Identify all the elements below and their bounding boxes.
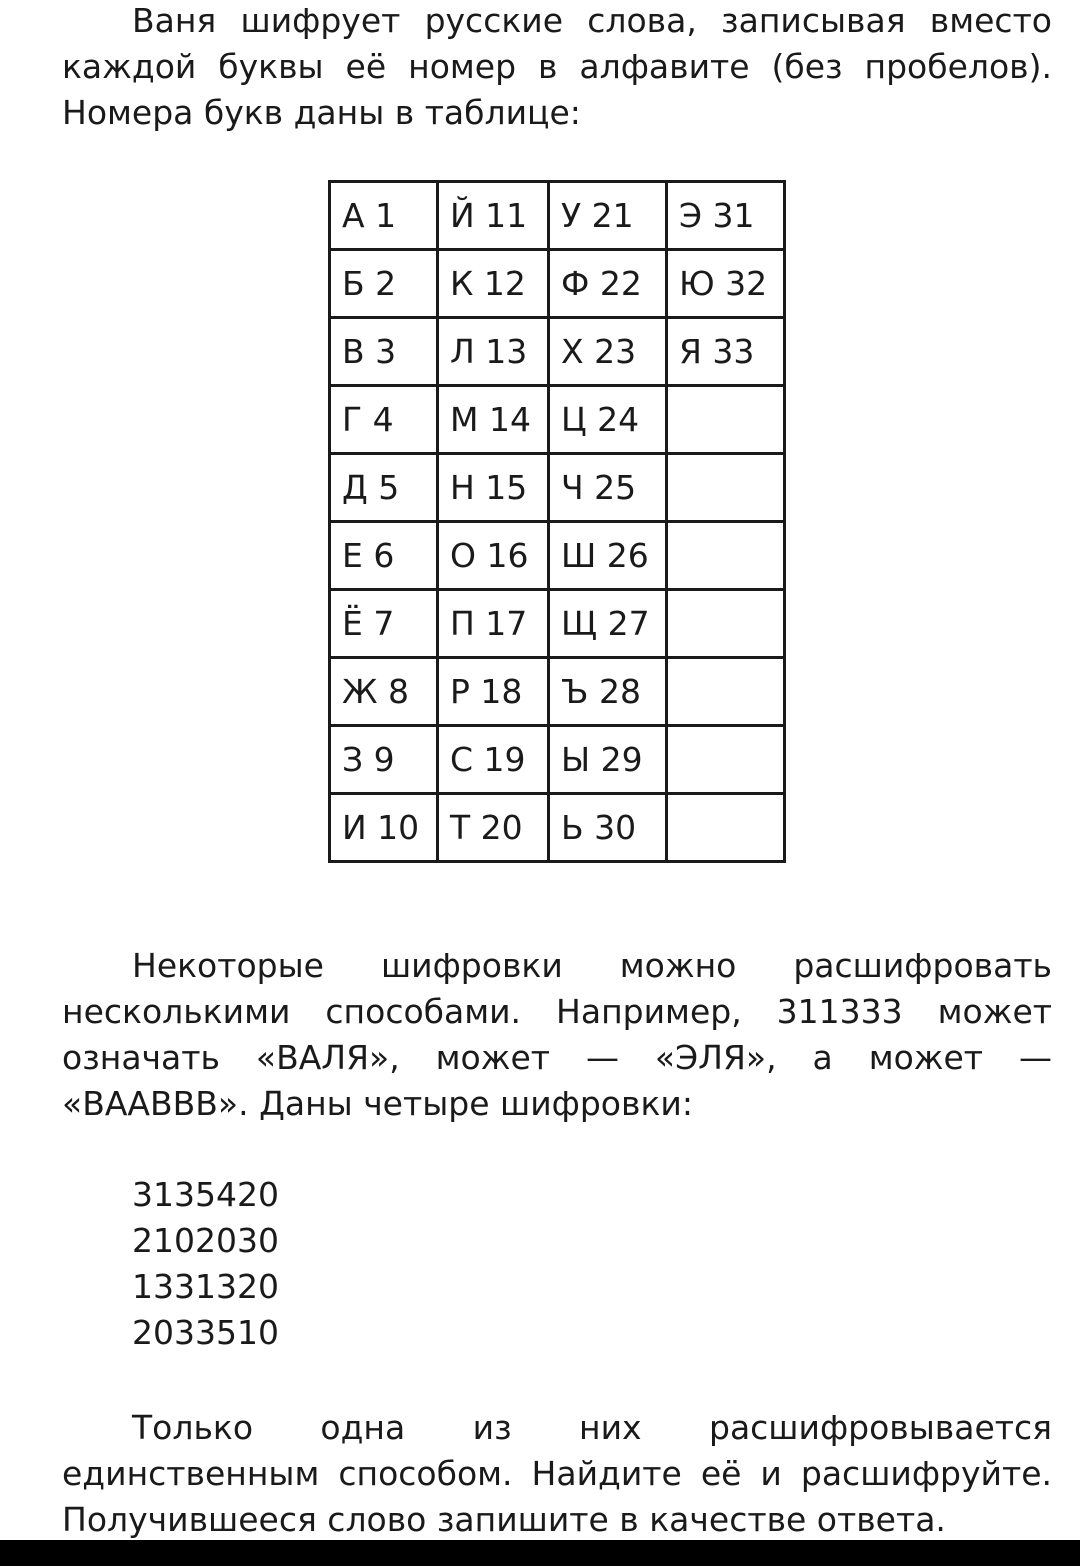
cipher-codes-list bbox=[132, 1172, 279, 1356]
table-cell: К 12 bbox=[438, 250, 549, 318]
table-row bbox=[330, 658, 785, 726]
table-cell: В 3 bbox=[330, 318, 438, 386]
table-cell: Ю 32 bbox=[667, 250, 785, 318]
table-cell: Ф 22 bbox=[549, 250, 667, 318]
table-cell: Е 6 bbox=[330, 522, 438, 590]
table-cell: О 16 bbox=[438, 522, 549, 590]
table-cell bbox=[667, 794, 785, 862]
table-row bbox=[330, 522, 785, 590]
table-cell bbox=[667, 590, 785, 658]
cipher-code: 3135420 bbox=[132, 1175, 279, 1214]
alphabet-number-table bbox=[328, 180, 786, 863]
table-cell: Б 2 bbox=[330, 250, 438, 318]
table-cell: Ь 30 bbox=[549, 794, 667, 862]
table-row bbox=[330, 794, 785, 862]
table-cell: Ы 29 bbox=[549, 726, 667, 794]
table-cell: Т 20 bbox=[438, 794, 549, 862]
cipher-code: 2102030 bbox=[132, 1221, 279, 1260]
table-cell: Д 5 bbox=[330, 454, 438, 522]
table-cell: П 17 bbox=[438, 590, 549, 658]
table-row bbox=[330, 590, 785, 658]
table-cell: Х 23 bbox=[549, 318, 667, 386]
table-row bbox=[330, 182, 785, 250]
cipher-code: 1331320 bbox=[132, 1267, 279, 1306]
table-row bbox=[330, 726, 785, 794]
cipher-code: 2033510 bbox=[132, 1313, 279, 1352]
table-body bbox=[330, 182, 785, 862]
intro-paragraph: Ваня шифрует русские слова, записывая вместо каждой буквы её номер в алфавите (без пробелов). Номера букв даны в таблице: bbox=[62, 1, 1052, 132]
table-cell bbox=[667, 658, 785, 726]
table-row bbox=[330, 250, 785, 318]
example-paragraph: Некоторые шифровки можно расшифровать несколькими способами. Например, 311333 может означать «ВАЛЯ», может — «ЭЛЯ», а может — «ВААВВВ». Даны четыре шифровки: bbox=[62, 946, 1052, 1123]
table-row bbox=[330, 386, 785, 454]
table-cell: Ш 26 bbox=[549, 522, 667, 590]
table-cell: З 9 bbox=[330, 726, 438, 794]
table-cell: У 21 bbox=[549, 182, 667, 250]
table-cell: Й 11 bbox=[438, 182, 549, 250]
table-row bbox=[330, 454, 785, 522]
table-cell: Я 33 bbox=[667, 318, 785, 386]
table-cell: Ъ 28 bbox=[549, 658, 667, 726]
table-cell bbox=[667, 726, 785, 794]
table-cell: Ч 25 bbox=[549, 454, 667, 522]
table-cell: Ц 24 bbox=[549, 386, 667, 454]
table-cell: Г 4 bbox=[330, 386, 438, 454]
table-cell bbox=[667, 386, 785, 454]
table-cell: С 19 bbox=[438, 726, 549, 794]
table-cell: И 10 bbox=[330, 794, 438, 862]
table-cell: Э 31 bbox=[667, 182, 785, 250]
table-row bbox=[330, 318, 785, 386]
table-cell: Л 13 bbox=[438, 318, 549, 386]
table-cell bbox=[667, 522, 785, 590]
task-paragraph: Только одна из них расшифровывается единственным способом. Найдите её и расшифруйте. Получившееся слово запишите в качестве ответа. bbox=[62, 1408, 1052, 1539]
table-cell: Щ 27 bbox=[549, 590, 667, 658]
table-cell: Р 18 bbox=[438, 658, 549, 726]
bottom-bar bbox=[0, 1540, 1080, 1566]
table-cell: Ж 8 bbox=[330, 658, 438, 726]
table-cell bbox=[667, 454, 785, 522]
table-cell: Н 15 bbox=[438, 454, 549, 522]
table-cell: Ё 7 bbox=[330, 590, 438, 658]
table-cell: М 14 bbox=[438, 386, 549, 454]
table-cell: А 1 bbox=[330, 182, 438, 250]
